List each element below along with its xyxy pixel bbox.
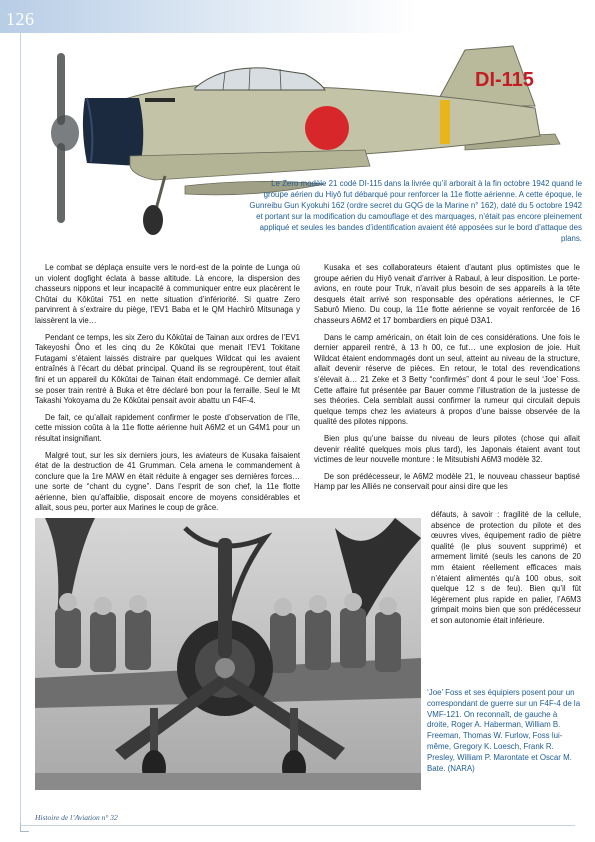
paragraph: Bien plus qu’une baisse du niveau de leurs pilotes (chose qui allait devenir réalité quelques mois plus tard), les Japonais étaient avant tout victimes de leur nouvelle monture : le Mitsubishi A6M3 modèle 32. [314, 433, 580, 465]
pilots-photo [35, 518, 421, 790]
text-column-right [314, 263, 580, 499]
footer-line [20, 825, 575, 826]
paragraph: défauts, à savoir : fragilité de la cellule, absence de protection du pilote et des œuvres vives, équipement radio de piètre qualité (le plus souvent supprimé) et armement limité (seuls les canons de 20 mm étaient réellement efficaces mais n’étaient alimentés qu’à 100 obus, soit quelque 12 s de feu). Bien qu’il fût légèrement plus rapide en palier, l’A6M3 grimpait moins bien que son prédécesseur et son autonomie était inférieure. [431, 510, 581, 625]
paragraph: De son prédécesseur, le A6M2 modèle 21, le nouveau chasseur baptisé Hamp par les Alliés ne conservait pour ainsi dire que les [314, 471, 580, 492]
plane-caption: Le Zero modèle 21 codé DI-115 dans la livrée qu’il arborait à la fin octobre 1942 quand le groupe aérien du Hiyô fut débarqué pour renforcer la 11e flotte aérienne. A cette époque, le Gunreibu Gun Kyokuhi 162 (ordre secret du GQG de la Marine n° 162), daté du 5 octobre 1942 et portant sur la modification du camouflage et des marquages, n’était pas encore pleinement appliqué et seules les bandes d’identification avaient été apposées sur le bord d’attaque des plans. [249, 179, 582, 243]
paragraph: Pendant ce temps, les six Zero du Kôkûtai de Tainan aux ordres de l’EV1 Takeyoshi Ôno et les cinq du 2e Kôkûtai que menait l’EV1 Tokitane Futagami s’étaient laissés distraire par quelques Wildcat qui les avaient entraînés à l’écart du débat principal. Quand ils se regroupèrent, tout était fini et un appareil du Kôkûtai de Tainan était endommagé. Ce dernier allait se poser train rentré à Buka et être déclaré bon pour la ferraille. Seul le Mt Takashi Yokoyama du 2e Kôkûtai pensait avoir abattu un F4F-4. [35, 332, 300, 406]
page-number: 126 [6, 9, 35, 29]
aircraft-code: DI-115 [475, 69, 534, 91]
paragraph: Kusaka et ses collaborateurs étaient d’autant plus optimistes que le groupe aérien du Hiyô venait d’arriver à Rabaul, à leur disposition. Le porte-avions, en route pour Truk, n’avait plus besoin de ses appareils à la tête desquels était arrivé son responsable des opérations aériennes, le CF Saburô Mieno. Du coup, la 11e flotte aérienne se voyait renforcée de 16 chasseurs A6M2 et 17 bombardiers en piqué D3A1. [314, 263, 580, 325]
paragraph: Le combat se déplaça ensuite vers le nord-est de la pointe de Lunga où un violent dogfight éclata à basse altitude. Là encore, la dispersion des chasseurs nippons et leur incapacité à communiquer entre eux placèrent le Chûtai du Kôkûtai 751 en nette situation d’infériorité. Si quatre Zero parvinrent à s’extraire du piège, l’EV1 Baba et le QM Hachirô Mitsunaga y laissèrent la vie… [35, 263, 300, 325]
left-frame-line [20, 33, 21, 823]
footer-publication: Histoire de l’Aviation n° 32 [35, 813, 118, 822]
header-band [0, 0, 595, 33]
photo-caption: ‘Joe’ Foss et ses équipiers posent pour un correspondant de guerre sur un F4F-4 de la VMF-121. On reconnaît, de gauche à droite, Roger A. Haberman, William B. Freeman, Thomas W. Furlow, Foss lui-même, Gregory K. Loesch, Frank R. Presley, William P. Marontate et Oscar M. Bate. (NARA) [427, 688, 581, 773]
paragraph: De fait, ce qu’allait rapidement confirmer le poste d’observation de l’île, cette mission coûta à la 11e flotte aérienne huit A6M2 et un G4M1 pour un résultat insignifiant. [35, 412, 300, 443]
paragraph: Malgré tout, sur les six derniers jours, les aviateurs de Kusaka faisaient état de la destruction de 41 Grumman. Cela amena le commandement à conclure que la 1re MAW en était réduite à engager ses dernières forces… une sorte de “chant du cygne”. Dans l’esprit de son chef, la 11e flotte aérienne, bien qu’affaiblie, disposait encore de moyens considérables et allait, sous peu, porter aux Marines le coup de grâce. [35, 450, 300, 513]
paragraph: Dans le camp américain, on était loin de ces considérations. Une fois le dernier appareil rentré, à 13 h 00, ce fut… une explosion de joie. Huit Wildcat étaient endommagés dont un seul, atteint au niveau de la structure, allait devenir réserve de pièces. En retour, le total des revendications s’élevait à… 21 Zeke et 3 Betty “confirmés” dont 4 pour le seul ‘Joe’ Foss. Cette affaire fut présentée par Bauer comme l’illustration de la justesse de ses théories. Cela semblait aussi confirmer la rumeur qui circulait depuis quelque temps chez les aviateurs à propos d’une baisse observée de la qualité des pilotes nippons. [314, 332, 580, 427]
text-column-right-continued [431, 510, 581, 633]
text-column-left [35, 263, 300, 520]
